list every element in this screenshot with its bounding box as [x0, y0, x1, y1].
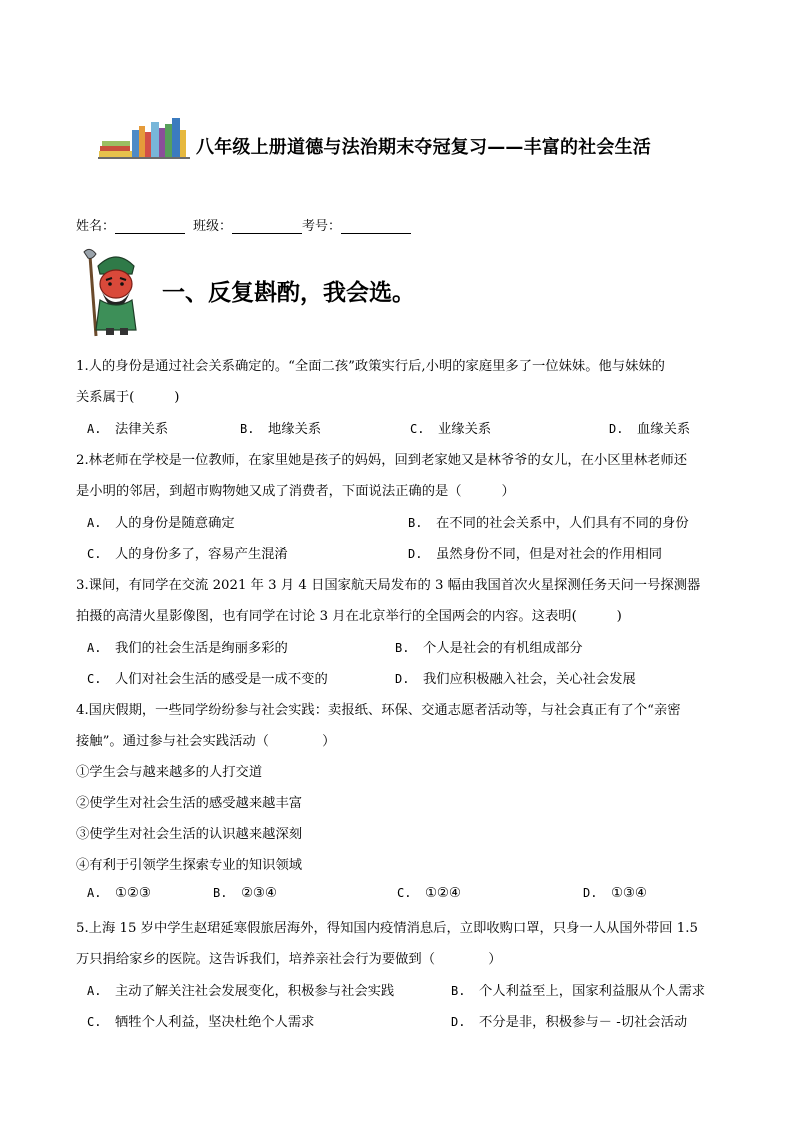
option-letter: A. [87, 422, 102, 436]
name-label: 姓名： [76, 219, 116, 234]
statement-item: ③使学生对社会生活的认识越来越深刻 [76, 827, 303, 842]
q1-option-c[interactable] [410, 418, 491, 437]
question-1-line-1: 1.人的身份是通过社会关系确定的。“全面二孩”政策实行后,小明的家庭里多了一位妹妹。他与妹妹的 [76, 359, 665, 374]
student-info-row [76, 215, 411, 234]
class-blank[interactable] [232, 219, 302, 234]
question-4-line-1: 4.国庆假期，一些同学纷纷参与社会实践：卖报纸、环保、交通志愿者活动等，与社会真正有了个“亲密 [76, 703, 681, 718]
option-letter: B. [213, 886, 228, 900]
option-letter: A. [87, 516, 102, 530]
option-text: 牺牲个人利益，坚决杜绝个人需求 [115, 1015, 315, 1030]
option-text: 不分是非，积极参与－ -切社会活动 [479, 1015, 688, 1030]
question-5-line-1: 5.上海 15 岁中学生赵珺延寒假旅居海外，得知国内疫情消息后，立即收购口罩，只身一人从国外带回 1.5 [76, 921, 698, 936]
question-4-line-2: 接触”。通过参与社会实践活动（ ） [76, 734, 336, 749]
option-text: ①②③ [115, 886, 151, 901]
question-3-line-1: 3.课间，有同学在交流 2021 年 3 月 4 日国家航天局发布的 3 幅由我国首次火星探测任务天问一号探测器 [76, 578, 701, 593]
section-title: 一、反复斟酌，我会选。 [162, 280, 415, 306]
q5-option-c[interactable] [87, 1011, 314, 1030]
option-letter: C. [87, 547, 102, 561]
option-text: 我们的社会生活是绚丽多彩的 [115, 641, 288, 656]
option-text: 人的身份多了，容易产生混淆 [115, 547, 288, 562]
option-text: 业缘关系 [438, 422, 492, 437]
option-letter: B. [451, 984, 466, 998]
q1-option-b[interactable] [240, 418, 321, 437]
option-text: 人们对社会生活的感受是一成不变的 [115, 672, 328, 687]
option-letter: B. [408, 516, 423, 530]
option-letter: D. [451, 1015, 466, 1029]
q2-option-d[interactable] [408, 543, 662, 562]
option-letter: A. [87, 641, 102, 655]
statement-item: ②使学生对社会生活的感受越来越丰富 [76, 796, 303, 811]
option-text: 虽然身份不同，但是对社会的作用相同 [436, 547, 663, 562]
q3-option-a[interactable] [87, 637, 288, 656]
q2-option-c[interactable] [87, 543, 288, 562]
q4-option-a[interactable] [87, 886, 151, 901]
question-2-line-1: 2.林老师在学校是一位教师，在家里她是孩子的妈妈，回到老家她又是林爷爷的女儿，在小区里林老师还 [76, 453, 688, 468]
option-text: 法律关系 [115, 422, 169, 437]
option-text: 在不同的社会关系中，人们具有不同的身份 [436, 516, 689, 531]
q3-option-c[interactable] [87, 668, 328, 687]
option-text: ①②④ [425, 886, 461, 901]
option-text: 人的身份是随意确定 [115, 516, 235, 531]
option-letter: C. [410, 422, 425, 436]
class-label: 班级： [193, 219, 233, 234]
q1-option-d[interactable] [609, 418, 690, 437]
statement-item: ④有利于引领学生探索专业的知识领域 [76, 858, 303, 873]
option-letter: A. [87, 984, 102, 998]
option-letter: B. [395, 641, 410, 655]
option-text: ①③④ [611, 886, 647, 901]
question-2-line-2: 是小明的邻居，到超市购物她又成了消费者，下面说法正确的是（ ） [76, 484, 515, 499]
option-text: 主动了解关注社会发展变化，积极参与社会实践 [115, 984, 395, 999]
name-blank[interactable] [115, 219, 185, 234]
exam-number-label: 考号： [302, 219, 342, 234]
option-letter: D. [395, 672, 410, 686]
option-text: 血缘关系 [637, 422, 691, 437]
page-title: 八年级上册道德与法治期末夺冠复习——丰富的社会生活 [196, 137, 651, 158]
cartoon-character-illustration [76, 246, 156, 338]
q3-option-d[interactable] [395, 668, 636, 687]
q2-option-a[interactable] [87, 512, 235, 531]
option-letter: D. [408, 547, 423, 561]
option-letter: D. [583, 886, 598, 900]
option-text: ②③④ [241, 886, 277, 901]
q5-option-d[interactable] [451, 1011, 687, 1030]
books-illustration [98, 116, 190, 160]
option-text: 地缘关系 [268, 422, 322, 437]
q5-option-b[interactable] [451, 980, 705, 999]
option-letter: C. [397, 886, 412, 900]
option-letter: C. [87, 672, 102, 686]
q4-option-d[interactable] [583, 886, 647, 901]
q2-option-b[interactable] [408, 512, 689, 531]
q5-option-a[interactable] [87, 980, 394, 999]
option-text: 个人是社会的有机组成部分 [423, 641, 583, 656]
option-letter: B. [240, 422, 255, 436]
q4-option-b[interactable] [213, 886, 277, 901]
question-5-line-2: 万只捐给家乡的医院。这告诉我们，培养亲社会行为要做到（ ） [76, 952, 502, 967]
option-letter: C. [87, 1015, 102, 1029]
question-1-line-2: 关系属于( ) [76, 390, 180, 405]
q1-option-a[interactable] [87, 418, 168, 437]
option-text: 个人利益至上，国家利益服从个人需求 [479, 984, 706, 999]
option-letter: A. [87, 886, 102, 900]
option-text: 我们应积极融入社会，关心社会发展 [423, 672, 636, 687]
option-letter: D. [609, 422, 624, 436]
q3-option-b[interactable] [395, 637, 583, 656]
exam-number-blank[interactable] [341, 219, 411, 234]
question-3-line-2: 拍摄的高清火星影像图，也有同学在讨论 3 月在北京举行的全国两会的内容。这表明( ) [76, 609, 622, 624]
statement-item: ①学生会与越来越多的人打交道 [76, 765, 263, 780]
q4-option-c[interactable] [397, 886, 461, 901]
